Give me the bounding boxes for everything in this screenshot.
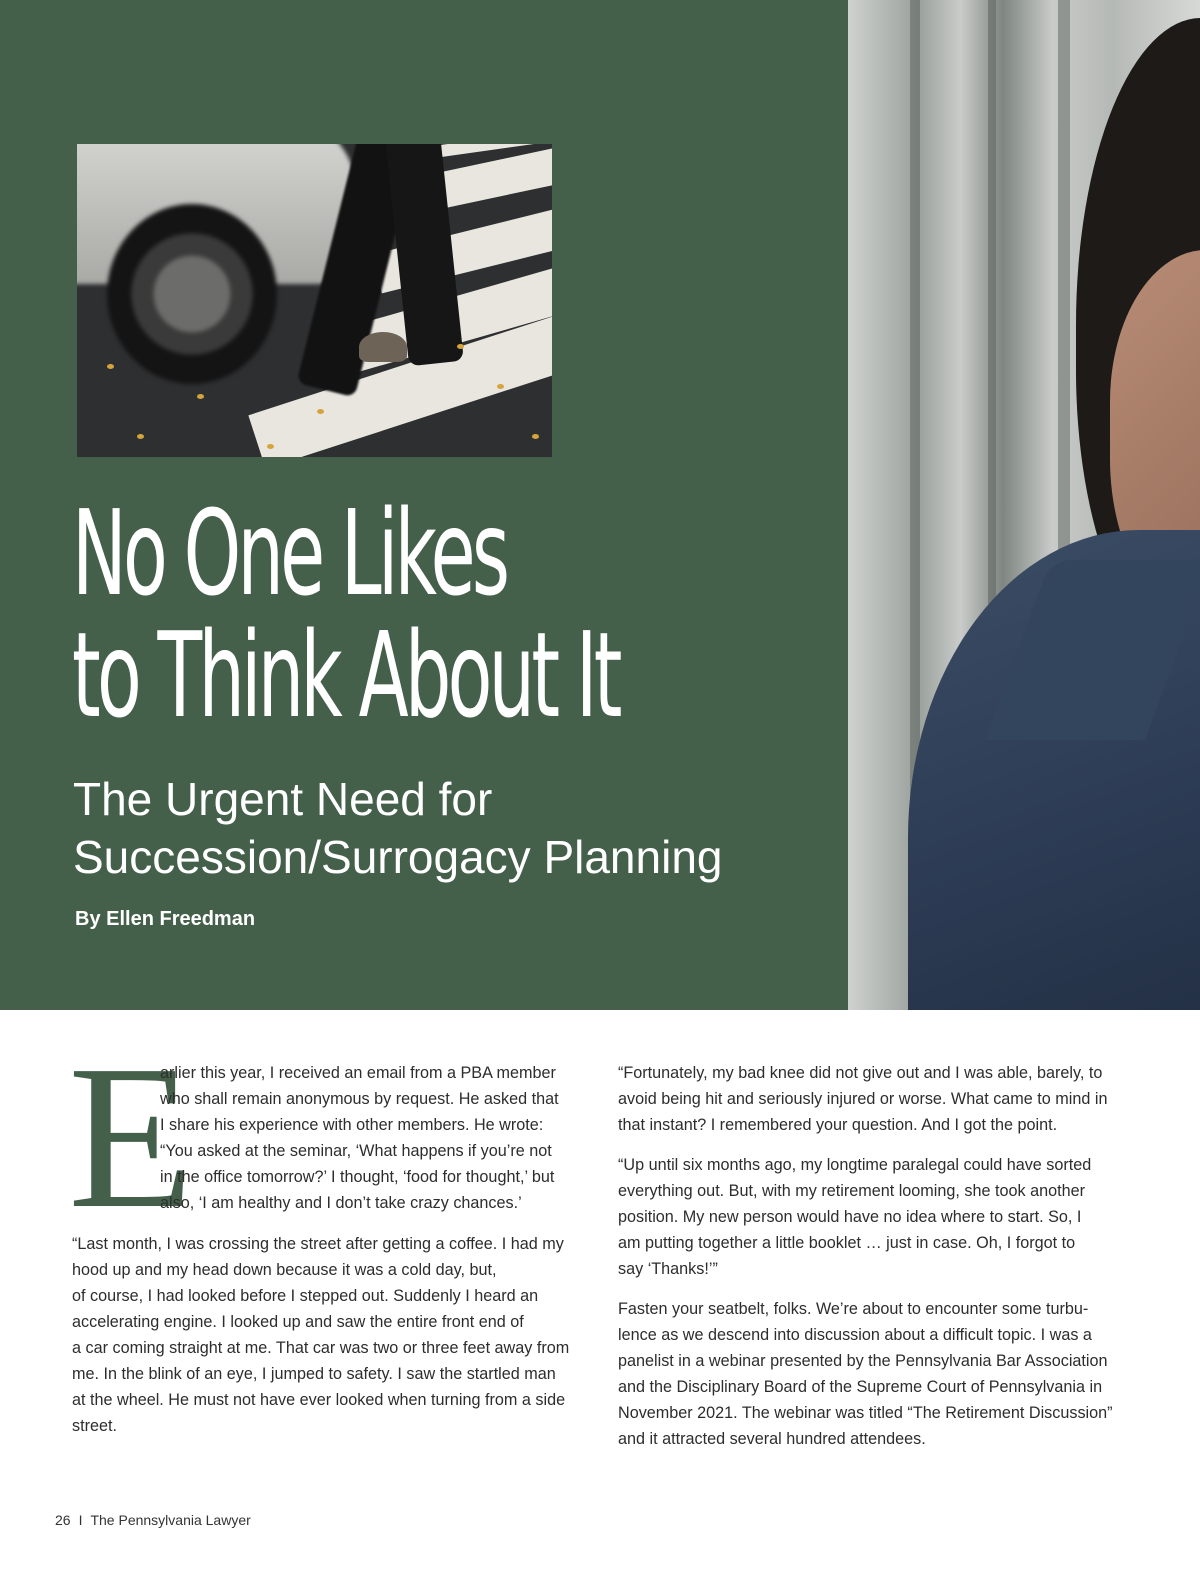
title-line-2: to Think About It bbox=[72, 606, 619, 744]
paragraph-5: Fasten your seatbelt, folks. We’re about to encounter some turbu- lence as we descend into discussion about a difficult topic. I was a panelist in a webinar presented by the Pennsylvania Bar Association and the Disciplinary Board of the Supreme Court of Pennsylvania in November 2021. The webinar was titled “The Retirement Discussion” and it attracted several hundred attendees. bbox=[618, 1300, 1113, 1448]
paragraph-2: “Last month, I was crossing the street after getting a coffee. I had my hood up and my head down because it was a cold day, but, of course, I had looked before I stepped out. Suddenly I heard an accelerating engine. I looked up and saw the entire front end of a car coming straight at me. That car was two or three feet away from me. In the blink of an eye, I jumped to safety. I saw the startled man at the wheel. He must not have ever looked when turning from a side street. bbox=[72, 1235, 570, 1435]
paragraph-1: arlier this year, I received an email from a PBA member who shall remain anonymous by request. He asked that I share his experience with other members. He wrote: “You asked at the seminar, ‘What happens if you’re not in the office tomorrow?’ I thought, ‘food for thought,’ but also, ‘I am healthy and I don’t take crazy chances.’ bbox=[160, 1064, 559, 1212]
man-at-window-photo bbox=[848, 0, 1200, 1010]
subtitle-line-2: Succession/Surrogacy Planning bbox=[73, 831, 723, 883]
publication-name: The Pennsylvania Lawyer bbox=[90, 1512, 251, 1528]
article-title bbox=[72, 484, 619, 744]
title-line-1: No One Likes bbox=[72, 484, 507, 622]
pedestrian-crosswalk-photo bbox=[77, 144, 552, 457]
subtitle-line-1: The Urgent Need for bbox=[73, 773, 493, 825]
article-subtitle bbox=[73, 770, 833, 886]
drop-cap: E bbox=[68, 1022, 194, 1251]
author-byline: By Ellen Freedman bbox=[75, 908, 256, 930]
paragraph-4: “Up until six months ago, my longtime paralegal could have sorted everything out. But, with my retirement looming, she took another position. My new person would have no idea where to start. So, I am putting together a little booklet … just in case. Oh, I forgot to say ‘Thanks!’” bbox=[618, 1156, 1092, 1278]
paragraph-3: “Fortunately, my bad knee did not give out and I was able, barely, to avoid being hit and seriously injured or worse. What came to mind in that instant? I remembered your question. And I got the point. bbox=[618, 1064, 1108, 1134]
page-footer bbox=[55, 1512, 251, 1528]
footer-separator: I bbox=[78, 1512, 83, 1528]
page-number: 26 bbox=[55, 1512, 71, 1528]
